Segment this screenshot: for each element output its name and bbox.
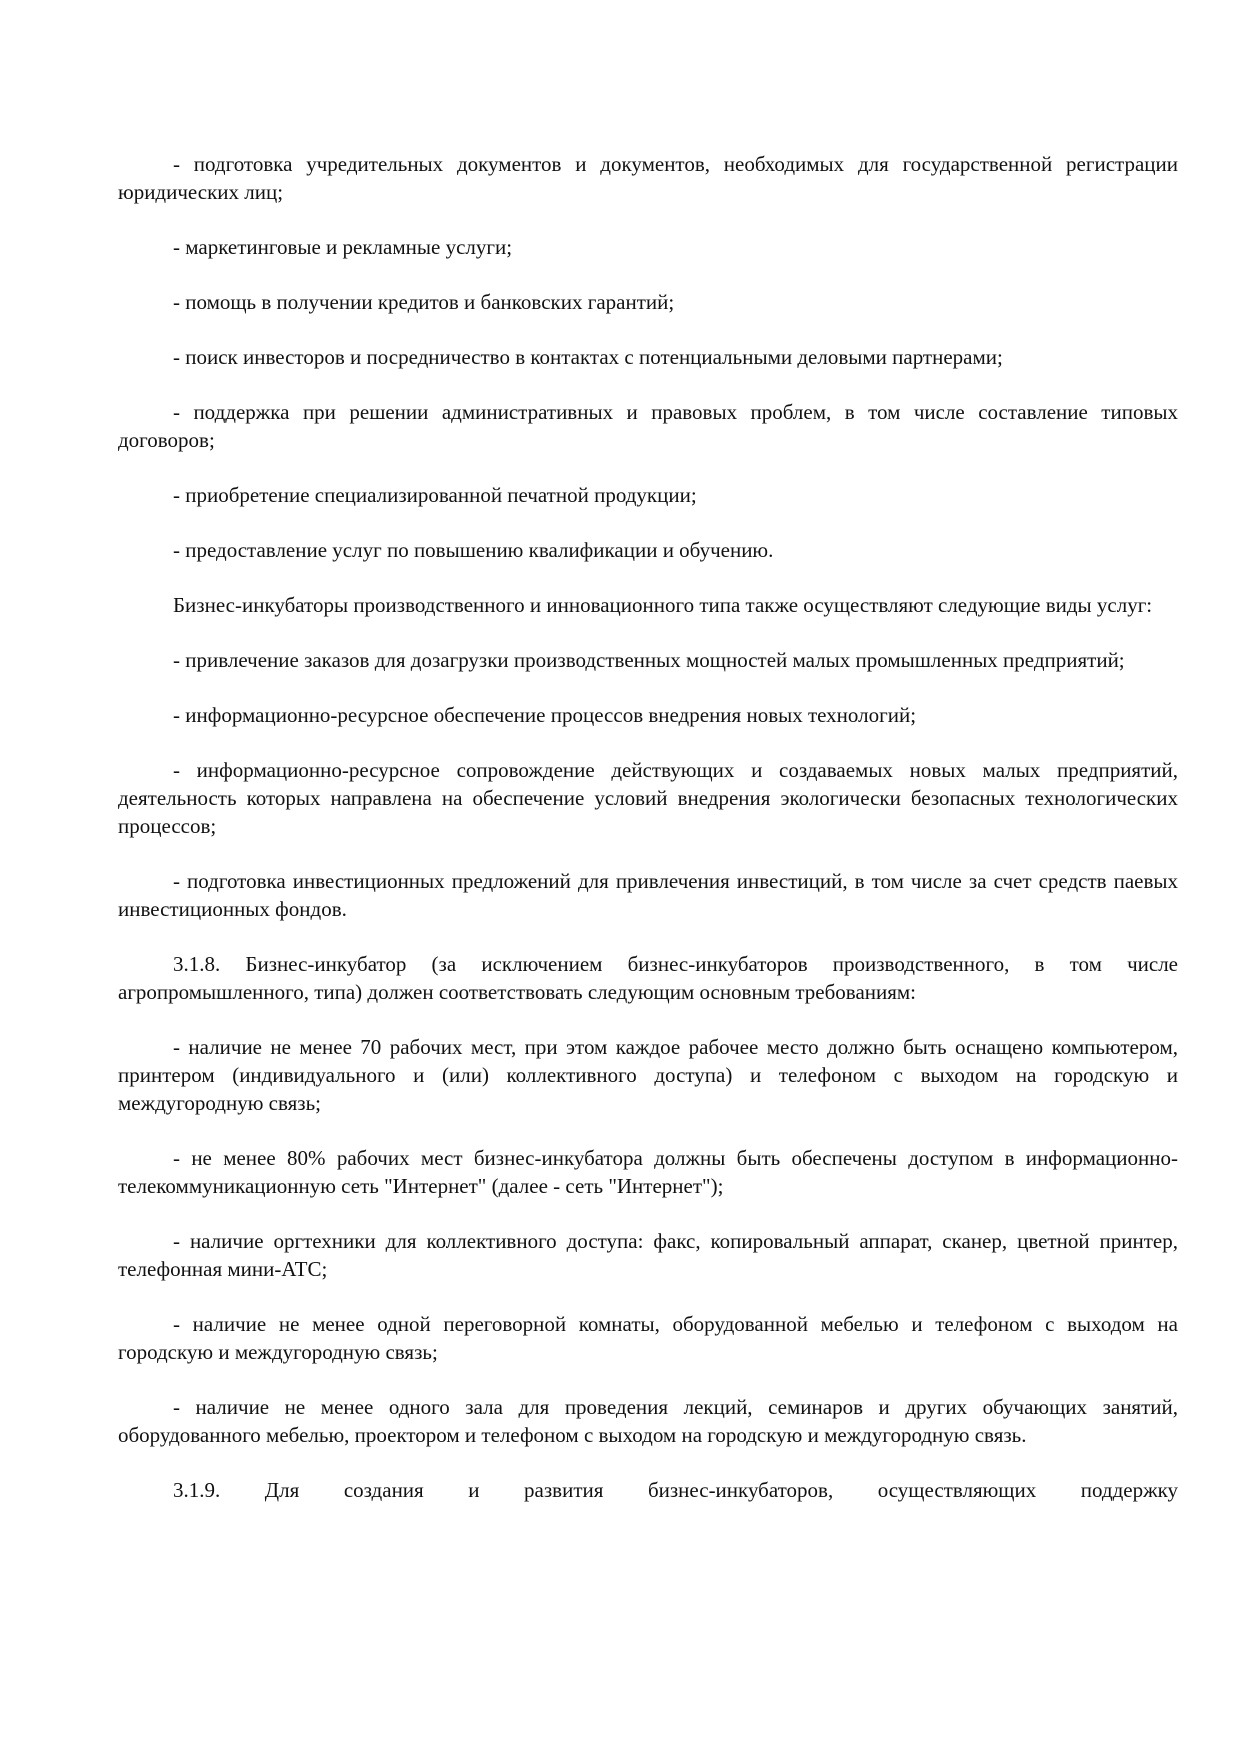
paragraph-section-3-1-9: 3.1.9. Для создания и развития бизнес-инкубаторов, осуществляющих поддержку: [173, 1478, 1178, 1502]
paragraph-item-office-equipment: - наличие оргтехники для коллективного доступа: факс, копировальный аппарат, сканер, цветной принтер, телефонная мини-АТС;: [118, 1229, 1178, 1281]
paragraph-item-lecture-hall: - наличие не менее одного зала для проведения лекций, семинаров и других обучающих занятий, оборудованного мебелью, проектором и телефоном с выходом на городскую и междугородную связь.: [118, 1395, 1178, 1447]
paragraph-item-workplaces: - наличие не менее 70 рабочих мест, при этом каждое рабочее место должно быть оснащено компьютером, принтером (индивидуального и (или) коллективного доступа) и телефоном с выходом на городскую и междугородную связь;: [118, 1035, 1178, 1115]
paragraph-section-3-1-8: 3.1.8. Бизнес-инкубатор (за исключением бизнес-инкубаторов производственного, в том числе агропромышленного, типа) должен соответствовать следующим основным требованиям:: [118, 952, 1178, 1004]
paragraph-item-investment-proposals: - подготовка инвестиционных предложений для привлечения инвестиций, в том числе за счет средств паевых инвестиционных фондов.: [118, 869, 1178, 921]
paragraph-item-technology-support: - информационно-ресурсное обеспечение процессов внедрения новых технологий;: [173, 703, 917, 727]
document-body: [118, 150, 1178, 1504]
paragraph-item-training-services: - предоставление услуг по повышению квалификации и обучению.: [173, 538, 774, 562]
paragraph-innovative-incubators-intro: Бизнес-инкубаторы производственного и инновационного типа также осуществляют следующие виды услуг:: [173, 593, 1153, 617]
paragraph-item-legal-support: - поддержка при решении административных и правовых проблем, в том числе составление типовых договоров;: [118, 400, 1178, 452]
paragraph-item-credit-assistance: - помощь в получении кредитов и банковских гарантий;: [173, 290, 675, 314]
paragraph-item-printed-products: - приобретение специализированной печатной продукции;: [173, 483, 697, 507]
paragraph-item-order-attraction: - привлечение заказов для дозагрузки производственных мощностей малых промышленных предприятий;: [173, 648, 1125, 672]
paragraph-item-internet-access: - не менее 80% рабочих мест бизнес-инкубатора должны быть обеспечены доступом в информационно-телекоммуникационную сеть "Интернет" (далее - сеть "Интернет");: [118, 1146, 1178, 1198]
paragraph-item-ecological-support: - информационно-ресурсное сопровождение действующих и создаваемых новых малых предприятий, деятельность которых направлена на обеспечение условий внедрения экологически безопасных технологических процессов;: [118, 758, 1178, 838]
paragraph-item-founding-documents: - подготовка учредительных документов и документов, необходимых для государственной регистрации юридических лиц;: [118, 152, 1178, 204]
paragraph-item-investor-search: - поиск инвесторов и посредничество в контактах с потенциальными деловыми партнерами;: [173, 345, 1003, 369]
paragraph-item-meeting-room: - наличие не менее одной переговорной комнаты, оборудованной мебелью и телефоном с выходом на городскую и междугородную связь;: [118, 1312, 1178, 1364]
paragraph-item-marketing-services: - маркетинговые и рекламные услуги;: [173, 235, 513, 259]
